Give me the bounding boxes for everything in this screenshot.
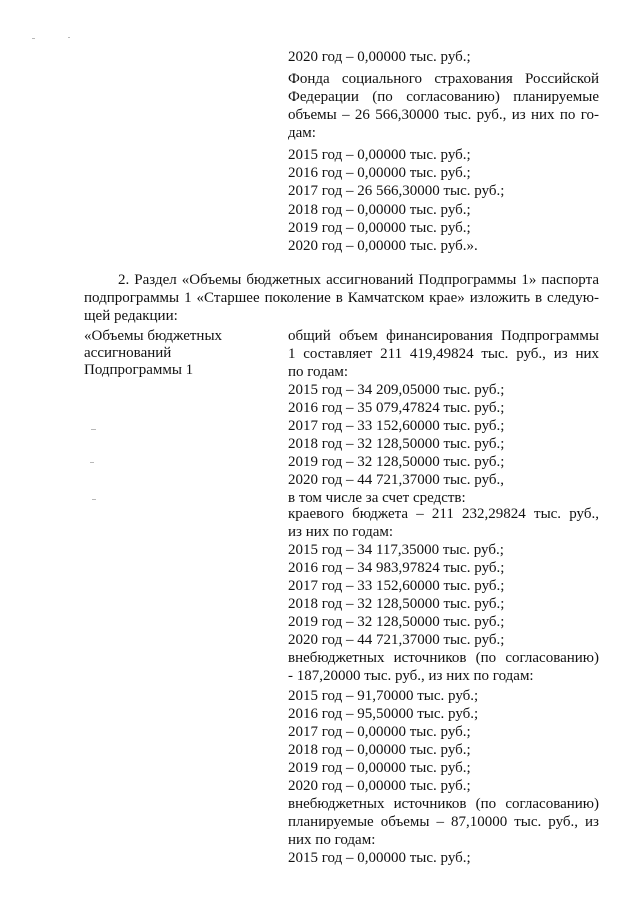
content-line: 1 составляет 211 419,49824 тыс. руб., из них <box>288 346 599 362</box>
content-line: них по годам: <box>288 832 376 848</box>
content-line: 2018 год – 32 128,50000 тыс. руб.; <box>288 436 505 452</box>
top-line: 2016 год – 0,00000 тыс. руб.; <box>288 165 471 181</box>
content-line: 2016 год – 35 079,47824 тыс. руб.; <box>288 400 505 416</box>
top-line: 2017 год – 26 566,30000 тыс. руб.; <box>288 183 505 199</box>
top-line: Федерации (по согласованию) планируемые <box>288 89 599 105</box>
content-line: 2016 год – 95,50000 тыс. руб.; <box>288 706 479 722</box>
content-line: 2015 год – 91,70000 тыс. руб.; <box>288 688 479 704</box>
content-line: 2017 год – 33 152,60000 тыс. руб.; <box>288 578 505 594</box>
content-line: по годам: <box>288 364 349 380</box>
content-line: 2018 год – 32 128,50000 тыс. руб.; <box>288 596 505 612</box>
content-line: планируемые объемы – 87,10000 тыс. руб., из <box>288 814 599 830</box>
scan-speck <box>90 462 94 463</box>
content-line: 2020 год – 44 721,37000 тыс. руб.; <box>288 632 505 648</box>
content-line: 2019 год – 32 128,50000 тыс. руб.; <box>288 454 505 470</box>
top-line: Фонда социального страхования Российской <box>288 71 599 87</box>
top-line: 2019 год – 0,00000 тыс. руб.; <box>288 220 471 236</box>
scan-speck <box>92 499 96 500</box>
section-label-line: «Объемы бюджетных <box>84 328 223 344</box>
content-line: - 187,20000 тыс. руб., из них по годам: <box>288 668 534 684</box>
content-line: 2019 год – 32 128,50000 тыс. руб.; <box>288 614 505 630</box>
top-line: 2020 год – 0,00000 тыс. руб.». <box>288 238 478 254</box>
top-line: 2018 год – 0,00000 тыс. руб.; <box>288 202 471 218</box>
intro-line: щей редакции: <box>84 308 178 324</box>
content-line: 2016 год – 34 983,97824 тыс. руб.; <box>288 560 505 576</box>
section-label-line: ассигнований <box>84 345 172 361</box>
scan-speck <box>32 38 35 39</box>
content-line: 2015 год – 34 117,35000 тыс. руб.; <box>288 542 504 558</box>
content-line: 2019 год – 0,00000 тыс. руб.; <box>288 760 471 776</box>
content-line: 2020 год – 44 721,37000 тыс. руб., <box>288 472 505 488</box>
content-line: в том числе за счет средств: <box>288 490 466 506</box>
intro-line: 2. Раздел «Объемы бюджетных ассигнований Подпрограммы 1» паспорта <box>118 272 599 288</box>
content-line: из них по годам: <box>288 524 394 540</box>
section-label-line: Подпрограммы 1 <box>84 362 194 378</box>
content-line: внебюджетных источников (по согласованию) <box>288 650 599 666</box>
top-line: объемы – 26 566,30000 тыс. руб., из них по го- <box>288 107 599 123</box>
content-line: 2017 год – 0,00000 тыс. руб.; <box>288 724 471 740</box>
content-line: 2020 год – 0,00000 тыс. руб.; <box>288 778 471 794</box>
top-line: дам: <box>288 125 316 141</box>
top-line: 2015 год – 0,00000 тыс. руб.; <box>288 147 471 163</box>
scan-speck <box>68 37 70 38</box>
content-line: краевого бюджета – 211 232,29824 тыс. руб., <box>288 506 599 522</box>
scan-speck <box>91 429 96 430</box>
content-line: 2018 год – 0,00000 тыс. руб.; <box>288 742 471 758</box>
top-line: 2020 год – 0,00000 тыс. руб.; <box>288 49 471 65</box>
content-line: 2017 год – 33 152,60000 тыс. руб.; <box>288 418 505 434</box>
content-line: внебюджетных источников (по согласованию) <box>288 796 599 812</box>
intro-line: подпрограммы 1 «Старшее поколение в Камчатском крае» изложить в следую- <box>84 290 599 306</box>
content-line: общий объем финансирования Подпрограммы <box>288 328 599 344</box>
content-line: 2015 год – 34 209,05000 тыс. руб.; <box>288 382 505 398</box>
content-line: 2015 год – 0,00000 тыс. руб.; <box>288 850 471 866</box>
